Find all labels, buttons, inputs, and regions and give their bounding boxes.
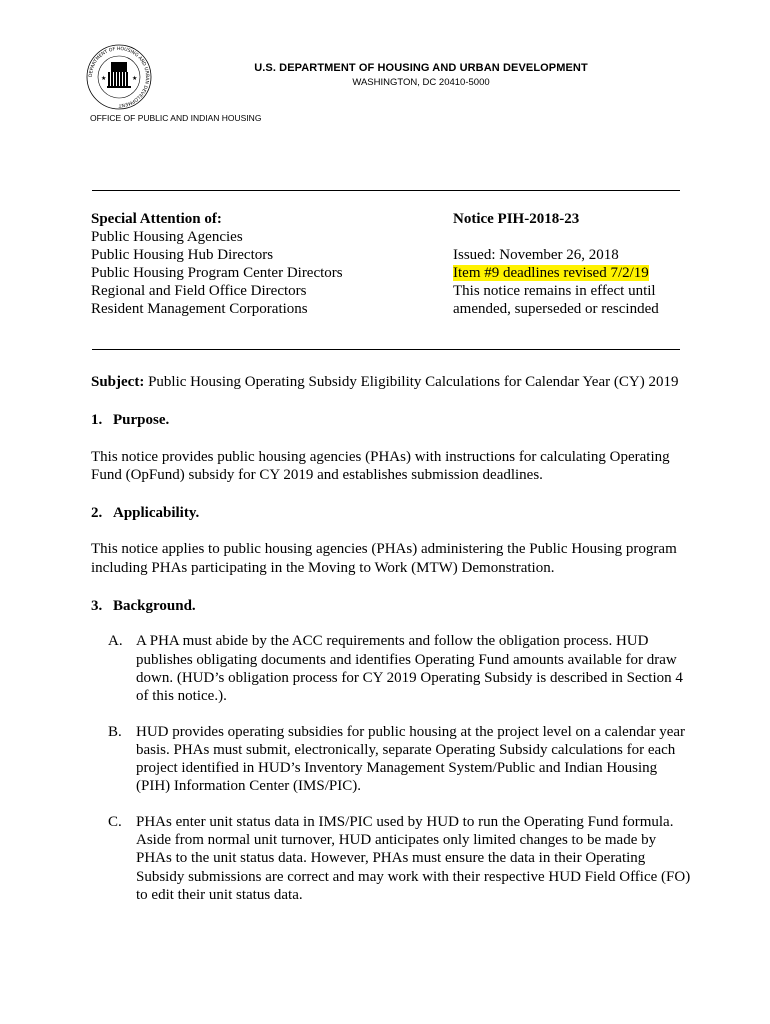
notice-block: [453, 210, 659, 318]
svg-text:★: ★: [132, 75, 138, 82]
recipient-item: Resident Management Corporations: [91, 301, 308, 317]
background-list: [91, 632, 691, 904]
list-item: [91, 813, 691, 904]
section-number: 1.: [91, 412, 103, 429]
item-text: HUD provides operating subsidies for public housing at the project level on a calendar year basis. PHAs must submit, electronically, separate Operating Subsidy calculations for each project identified in HUD’s Inventory Management System/Public and Indian Housing (PIH) Information Center (IMS/PIC).: [136, 723, 686, 795]
item-text: A PHA must abide by the ACC requirements and follow the obligation process. HUD publishes obligating documents and identifies Operating Fund amounts available for draw down. (HUD’s obligation process for CY 2019 Operating Subsidy is described in Section 4 of this notice.).: [136, 633, 683, 705]
agency-name: U.S. DEPARTMENT OF HOUSING AND URBAN DEVELOPMENT: [254, 62, 588, 74]
subject-label: Subject:: [91, 374, 145, 390]
svg-text:★: ★: [101, 75, 107, 82]
list-item: [91, 723, 691, 796]
attention-heading: Special Attention of:: [91, 211, 222, 227]
divider-top: [92, 190, 680, 191]
divider-bottom: [92, 349, 680, 350]
section-number: 2.: [91, 505, 103, 522]
section-heading-purpose: [91, 411, 691, 429]
agency-address: WASHINGTON, DC 20410-5000: [352, 77, 490, 88]
section-heading-applicability: [91, 504, 691, 522]
list-item: [91, 632, 691, 705]
section-title: Purpose.: [113, 412, 170, 429]
office-name: OFFICE OF PUBLIC AND INDIAN HOUSING: [90, 113, 262, 123]
seal-text: DEPARTMENT OF HOUSING AND URBAN DEVELOPMENT: [88, 46, 150, 108]
item-letter: A.: [108, 633, 123, 650]
effect-line: amended, superseded or rescinded: [453, 301, 659, 317]
recipient-item: Regional and Field Office Directors: [91, 283, 307, 299]
recipient-item: Public Housing Program Center Directors: [91, 265, 343, 281]
subject-line: [91, 373, 691, 391]
attention-block: [91, 210, 343, 318]
section-number: 3.: [91, 598, 103, 615]
notice-number: Notice PIH-2018-23: [453, 211, 580, 227]
section-title: Background.: [113, 598, 196, 615]
item-text: PHAs enter unit status data in IMS/PIC used by HUD to run the Operating Fund formula. Aside from normal unit turnover, HUD anticipates only limited changes to be made by PHAs to the unit status data. However, PHAs must ensure the data in their Operating Subsidy submissions are correct and may work with their respective HUD Field Office (FO) to edit their unit status data.: [136, 813, 691, 903]
issued-date: Issued: November 26, 2018: [453, 247, 619, 263]
purpose-body: This notice provides public housing agencies (PHAs) with instructions for calculating Operating Fund (OpFund) subsidy for CY 2019 and establishes submission deadlines.: [91, 448, 670, 483]
recipient-item: Public Housing Hub Directors: [91, 247, 274, 263]
section-title: Applicability.: [113, 505, 200, 522]
notice-body: [91, 373, 691, 921]
recipient-item: Public Housing Agencies: [91, 229, 243, 245]
section-heading-background: [91, 597, 691, 615]
applicability-body: This notice applies to public housing agencies (PHAs) administering the Public Housing program including PHAs participating in the Moving to Work (MTW) Demonstration.: [91, 541, 677, 576]
item-letter: B.: [108, 723, 122, 740]
revision-note: Item #9 deadlines revised 7/2/19: [453, 265, 649, 281]
subject-text: Public Housing Operating Subsidy Eligibility Calculations for Calendar Year (CY) 2019: [148, 374, 679, 390]
item-letter: C.: [108, 813, 122, 830]
effect-line: This notice remains in effect until: [453, 283, 656, 299]
agency-header: [0, 62, 770, 88]
